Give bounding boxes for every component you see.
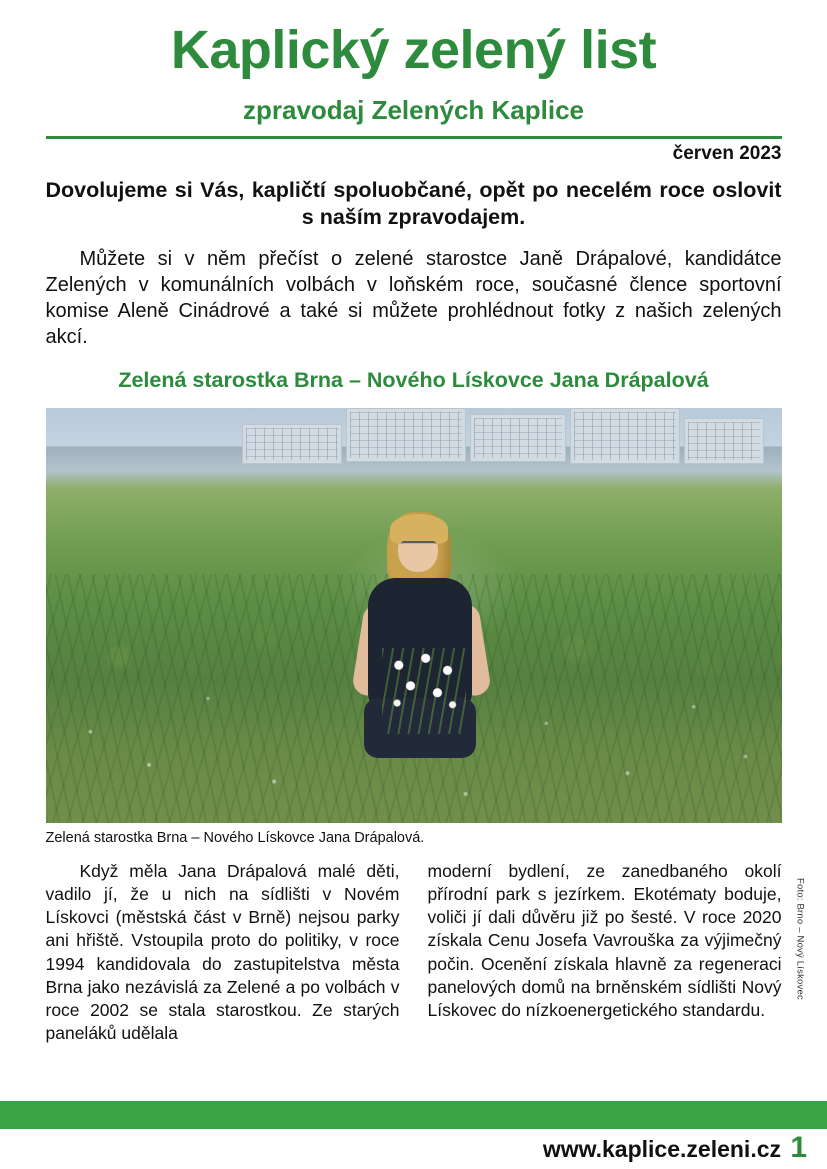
website-link[interactable]: www.kaplice.zeleni.cz — [542, 1135, 781, 1162]
article-photo — [46, 408, 782, 823]
column-right — [428, 860, 782, 1046]
footer-inner — [0, 1129, 827, 1169]
person-hair-front — [390, 514, 448, 544]
article-lead: Dovolujeme si Vás, kapličtí spoluobčané, opět po necelém roce oslovit s naším zpravodajem. — [45, 177, 782, 230]
page-title: Kaplický zelený list — [170, 20, 657, 80]
photo-caption: Zelená starostka Brna – Nového Lískovce Jana Drápalová. — [45, 829, 425, 846]
flower-bouquet — [382, 648, 466, 734]
article-content — [45, 165, 806, 1046]
glasses-icon — [401, 541, 436, 552]
page-number: 1 — [790, 1131, 807, 1164]
masthead — [0, 0, 827, 165]
column-right-text: moderní bydlení, ze zanedbaného okolí přírodní park s jezírkem. Ekotématy boduje, voliči jí dali důvěru již po šesté. V roce 2020 získala Cenu Josefa Vavrouška za výjimečný počin. Ocenění získala hlavně za regeneraci panelových domů na brněnském sídlišti Nový Lískovec do nízkoenergetického standardu. — [427, 860, 782, 1021]
article-columns — [45, 860, 806, 1046]
column-left — [46, 860, 400, 1046]
section-heading: Zelená starostka Brna – Nového Lískovce Jana Drápalová — [118, 367, 709, 392]
article-intro: Můžete si v něm přečíst o zelené starostce Janě Drápalové, kandidátce Zelených v komunálních volbách v loňském roce, současné člence sportovní komise Aleně Cinádrové a také si můžete prohlédnout fotky z našich zelených akcí. — [45, 247, 782, 348]
footer-band — [0, 1101, 827, 1129]
masthead-subtitle: zpravodaj Zelených Kaplice — [242, 94, 584, 125]
footer — [0, 1101, 827, 1169]
masthead-divider — [46, 136, 782, 139]
column-left-text: Když měla Jana Drápalová malé děti, vadilo jí, že u nich na sídlišti v Novém Lískovci (městská část v Brně) nejsou parky ani hřiště. Vstoupila proto do politiky, v roce 1994 kandidovala do zastupitelstva města Brna jako nezávislá za Zelené a po volbách v roce 2002 se stala starostkou. Ze starých paneláků udělala — [45, 860, 400, 1044]
photo-credit: Foto: Brno – Nový Lískovec — [794, 877, 806, 1000]
issue-date: červen 2023 — [672, 142, 782, 164]
